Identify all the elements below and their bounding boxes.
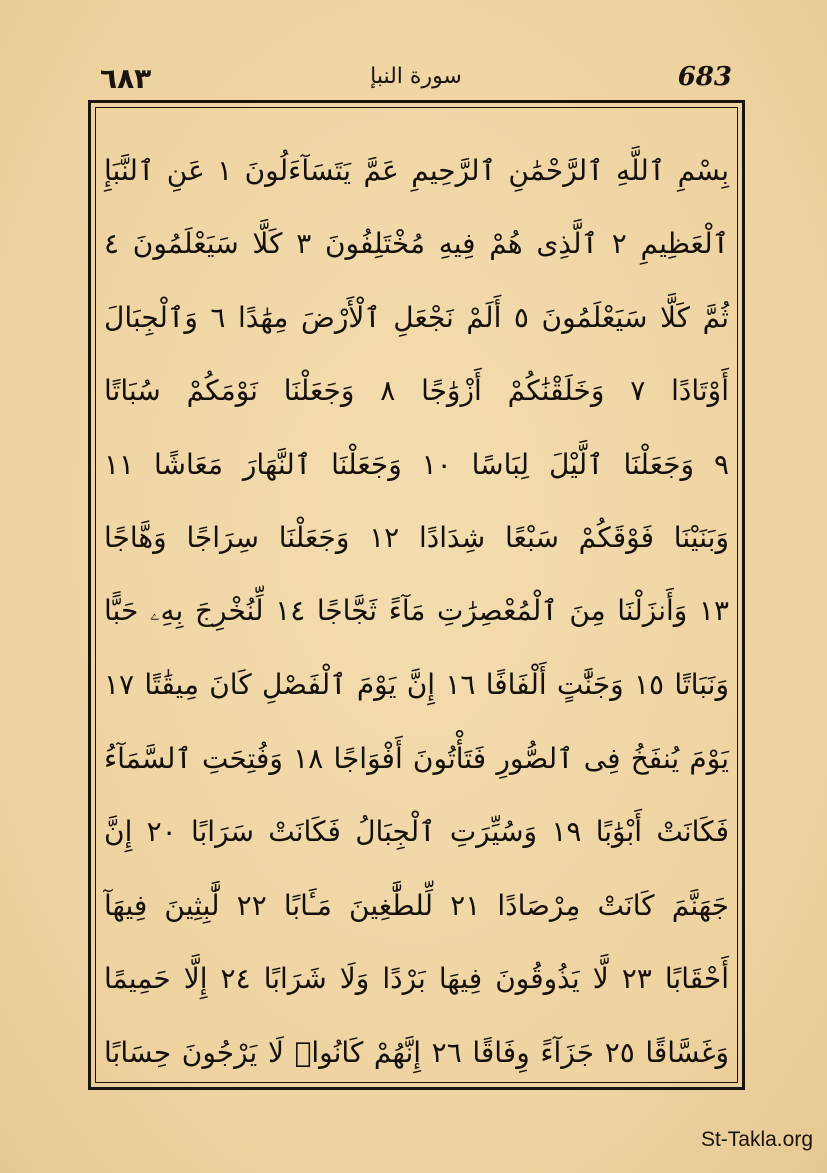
text-line-content: ٱلْعَظِيمِ ٢ ٱلَّذِى هُمْ فِيهِ مُخْتَلِفُونَ ٣ كَلَّا سَيَعْلَمُونَ ٤ — [104, 227, 730, 260]
text-line-content: أَوْتَادًا ٧ وَخَلَقْنَٰكُمْ أَزْوَٰجًا ٨ وَجَعَلْنَا نَوْمَكُمْ سُبَاتًا — [104, 374, 729, 407]
text-line — [100, 1016, 733, 1088]
text-line-content: وَغَسَّاقًا ٢٥ جَزَآءً وِفَاقًا ٢٦ إِنَّهُمْ كَانُوا۟ لَا يَرْجُونَ حِسَابًا — [104, 1035, 729, 1069]
text-line-content: بِسْمِ ٱللَّهِ ٱلرَّحْمَٰنِ ٱلرَّحِيمِ عَمَّ يَتَسَآءَلُونَ ١ عَنِ ٱلنَّبَإِ — [104, 153, 729, 187]
text-line-content: يَوْمَ يُنفَخُ فِى ٱلصُّورِ فَتَأْتُونَ أَفْوَاجًا ١٨ وَفُتِحَتِ ٱلسَّمَآءُ — [104, 741, 729, 775]
text-line — [100, 428, 733, 500]
surah-title: سورة النبإ — [370, 64, 462, 89]
page-number-arabic: ٦٨٣ — [100, 62, 152, 95]
text-line-content: وَبَنَيْنَا فَوْقَكُمْ سَبْعًا شِدَادًا ١٢ وَجَعَلْنَا سِرَاجًا وَهَّاجًا — [104, 521, 729, 554]
watermark: St-Takla.org — [700, 1128, 813, 1151]
quran-text-block — [100, 112, 733, 1078]
text-line — [100, 575, 733, 647]
text-line — [100, 281, 733, 353]
text-line — [100, 649, 733, 721]
page-number-latin: 683 — [677, 62, 732, 92]
text-line-content: فَكَانَتْ أَبْوَٰبًا ١٩ وَسُيِّرَتِ ٱلْجِبَالُ فَكَانَتْ سَرَابًا ٢٠ إِنَّ — [104, 815, 729, 848]
text-line — [100, 869, 733, 941]
text-line — [100, 208, 733, 280]
text-line — [100, 722, 733, 794]
text-line-content: وَنَبَاتًا ١٥ وَجَنَّٰتٍ أَلْفَافًا ١٦ إِنَّ يَوْمَ ٱلْفَصْلِ كَانَ مِيقَٰتًا ١٧ — [104, 668, 729, 701]
text-line — [100, 134, 733, 206]
page-header — [92, 58, 740, 102]
text-line-content: ثُمَّ كَلَّا سَيَعْلَمُونَ ٥ أَلَمْ نَجْعَلِ ٱلْأَرْضَ مِهَٰدًا ٦ وَٱلْجِبَالَ — [104, 300, 729, 334]
text-line — [100, 355, 733, 427]
text-line-content: أَحْقَابًا ٢٣ لَّا يَذُوقُونَ فِيهَا بَرْدًا وَلَا شَرَابًا ٢٤ إِلَّا حَمِيمًا — [104, 962, 729, 995]
text-line-content: جَهَنَّمَ كَانَتْ مِرْصَادًا ٢١ لِّلطَّٰغِينَ مَـَٔابًا ٢٢ لَّٰبِثِينَ فِيهَآ — [104, 888, 729, 922]
text-line-content: ٩ وَجَعَلْنَا ٱلَّيْلَ لِبَاسًا ١٠ وَجَعَلْنَا ٱلنَّهَارَ مَعَاشًا ١١ — [104, 447, 729, 481]
text-line — [100, 502, 733, 574]
text-line-content: ١٣ وَأَنزَلْنَا مِنَ ٱلْمُعْصِرَٰتِ مَآءً ثَجَّاجًا ١٤ لِّنُخْرِجَ بِهِۦ حَبًّا — [104, 594, 729, 627]
text-line — [100, 796, 733, 868]
text-line — [100, 943, 733, 1015]
